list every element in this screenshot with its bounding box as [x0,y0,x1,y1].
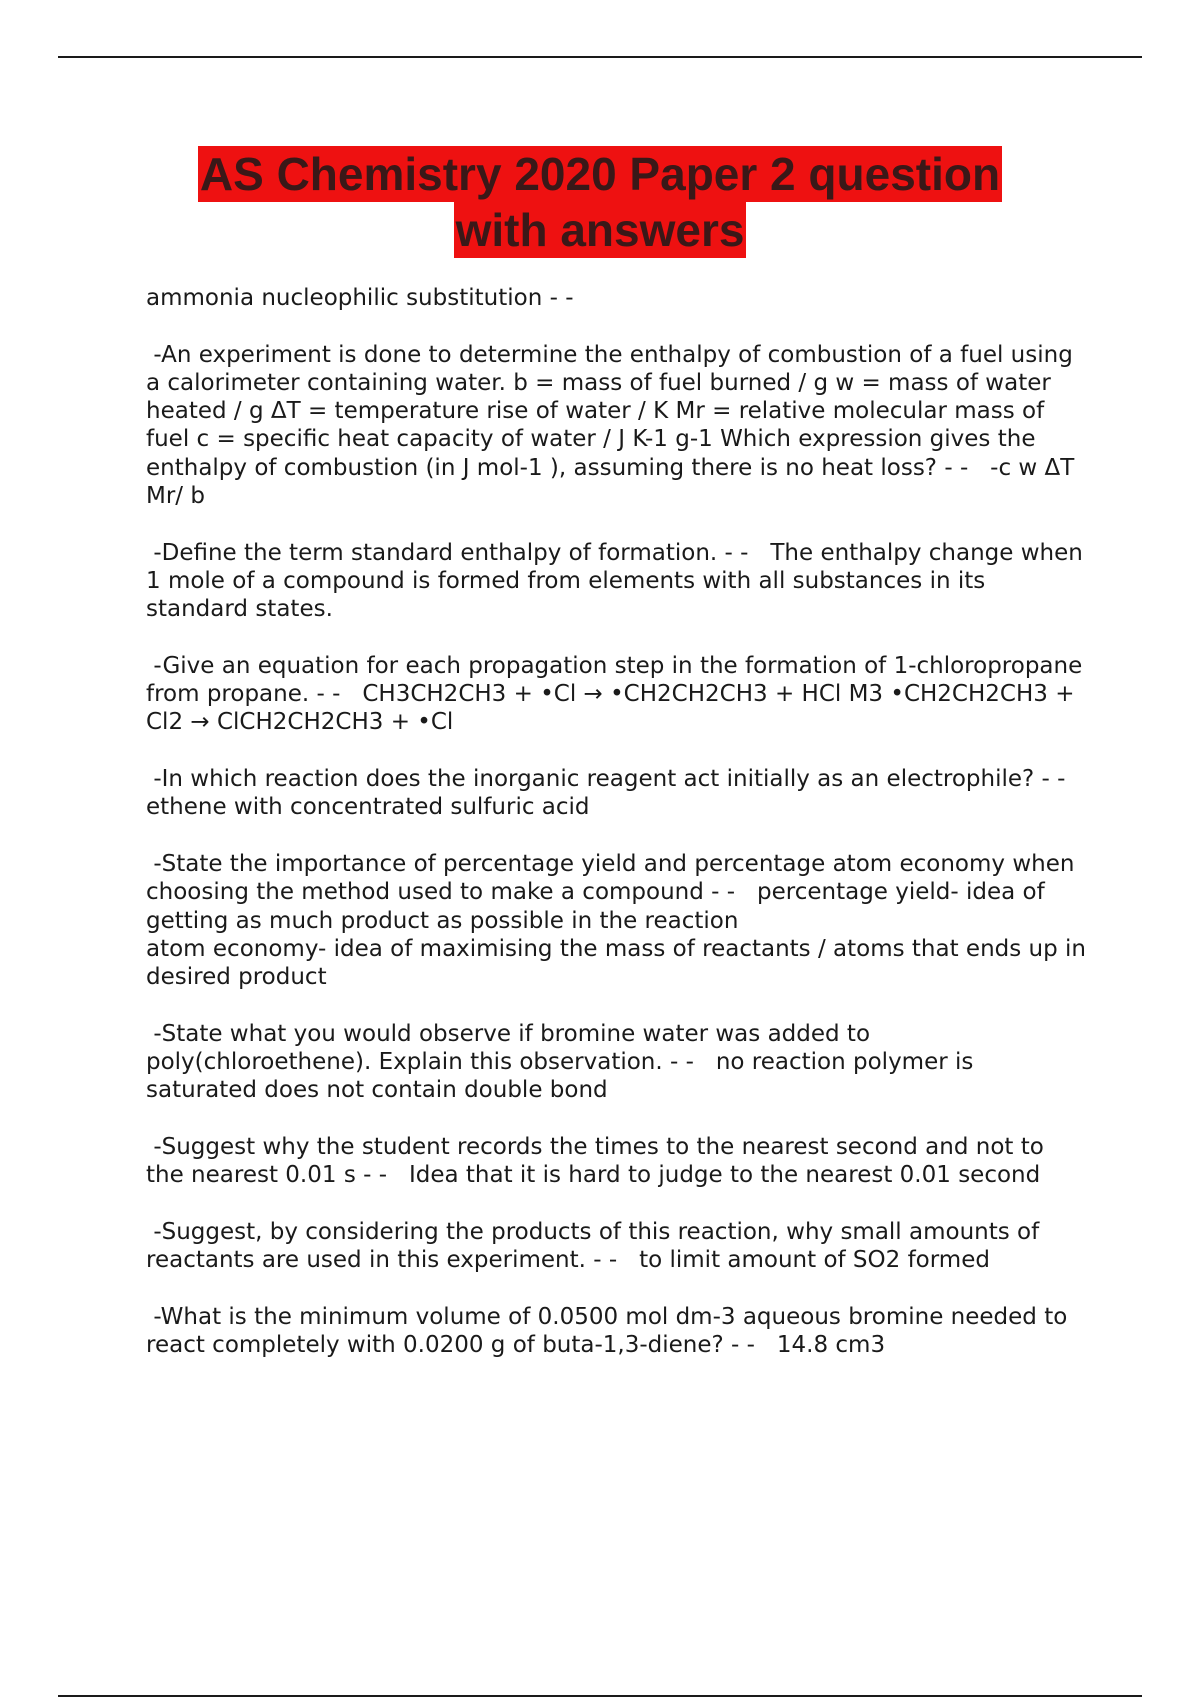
qa-item-1: ammonia nucleophilic substitution - - [146,285,574,311]
qa-item-4: -Give an equation for each propagation step in the formation of 1-chloropropane from propane. - - CH3CH2CH3 + •Cl → •CH2CH2CH3 + HCl M3 •CH2CH2CH3 + Cl2 → ClCH2CH2CH3 + •Cl [146,652,1090,736]
qa-item-9: -Suggest, by considering the products of this reaction, why small amounts of reactants are used in this experiment. - - to limit amount of SO2 formed [146,1218,1047,1274]
qa-item-2: -An experiment is done to determine the enthalpy of combustion of a fuel using a calorimeter containing water. b = mass of fuel burned / g w = mass of water heated / g ΔT = temperature rise of water / K Mr = relative molecular mass of fuel c = specific heat capacity of water / J K-1 g-1 Which expression gives the enthalpy of combustion (in J mol-1 ), assuming there is no heat loss? - - -c w ΔT Mr/ b [146,341,1082,510]
qa-item-10: -What is the minimum volume of 0.0500 mol dm-3 aqueous bromine needed to react completely with 0.0200 g of buta-1,3-diene? - - 14.8 cm3 [146,1303,1075,1358]
qa-item-8: -Suggest why the student records the times to the nearest second and not to the nearest 0.01 s - - Idea that it is hard to judge to the nearest 0.01 second [146,1133,1052,1189]
qa-item-5: -In which reaction does the inorganic reagent act initially as an electrophile? - - ethene with concentrated sulfuric acid [146,766,1088,821]
qa-item-7: -State what you would observe if bromine water was added to poly(chloroethene). Explain this observation. - - no reaction polymer is saturated does not contain double bond [146,1020,981,1104]
qa-item-3: -Define the term standard enthalpy of formation. - - The enthalpy change when 1 mole of a compound is formed from elements with all substances in its standard states. [146,539,1091,623]
title-line-2: with answers [455,204,745,256]
top-divider [58,56,1142,58]
page-title [0,146,1200,258]
qa-item-6: -State the importance of percentage yield and percentage atom economy when choosing the method used to make a compound - - percentage yield- idea of getting as much product as possible in the reaction atom economy- idea of maximising the mass of reactants / atoms that ends up in desired product [146,850,1087,991]
title-line-1: AS Chemistry 2020 Paper 2 question [199,148,1001,200]
question-list [146,284,1091,1388]
bottom-divider [58,1695,1142,1697]
